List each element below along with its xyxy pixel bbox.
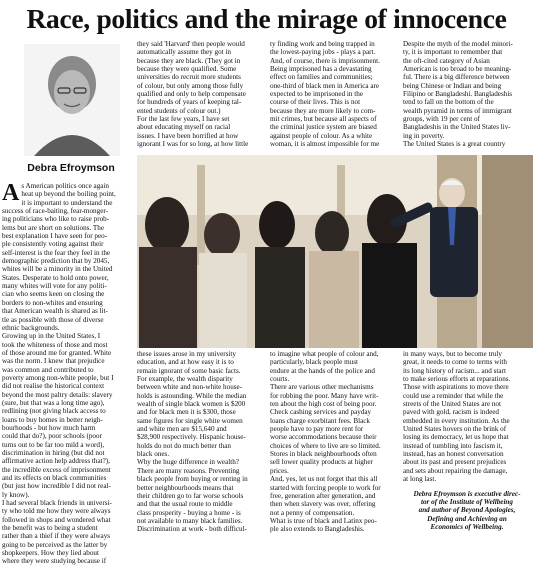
- text-line: they said 'Harvard' then people would: [137, 40, 245, 48]
- text-line: the benefit was to being a student: [2, 524, 98, 533]
- text-line: then when slavery was over, offering: [270, 500, 376, 509]
- text-line: for robbing the poor. Many have writ-: [270, 391, 379, 400]
- text-line: going to be perceived as the latter by: [2, 540, 108, 549]
- news-photo: [137, 155, 533, 348]
- text-line: sell lower quality products at higher: [270, 458, 373, 467]
- text-line: There are many reasons. Preventing: [137, 466, 240, 475]
- text-line: holds do not do much better than: [137, 441, 232, 450]
- text-line: in many ways, but to become truly: [403, 350, 502, 358]
- column-3-bottom: [270, 350, 398, 534]
- text-line: and for black men it is $300, those: [137, 408, 236, 417]
- text-line: people have to pay more rent for: [270, 425, 364, 434]
- text-line: could that do?), poor schools (poor: [2, 432, 102, 441]
- text-line: automatically assume they got in: [137, 48, 231, 57]
- text-line: of those around me for granted. White: [2, 348, 112, 357]
- text-line: discrimination in hiring (but did not: [2, 449, 105, 457]
- text-line: expected to be imprisoned in the: [270, 90, 363, 99]
- text-line: the lowest-paying jobs - plays a part.: [270, 48, 376, 57]
- text-line: and author of Beyond Apologies,: [418, 506, 516, 515]
- text-line: choices of where to live are so limited.: [270, 441, 381, 450]
- byline: Debra Efroymson: [27, 162, 115, 174]
- text-line: effect on families and communities;: [270, 73, 373, 82]
- text-line: many whites will vote for any politi-: [2, 282, 107, 291]
- text-line: ple consistently voting against their: [2, 240, 104, 249]
- text-line: United States hovers on the brink of: [403, 425, 507, 434]
- text-line: the criminal justice system are biased: [270, 123, 377, 132]
- text-line: And, of course, there is imprisonment.: [270, 56, 380, 65]
- text-line: class prosperity - buying a home - is: [137, 508, 241, 517]
- text-line: endure at the hands of the police and: [270, 366, 375, 375]
- text-line: Economics of Wellbeing.: [430, 522, 504, 531]
- text-line: poverty among non-white people, but I: [2, 373, 114, 382]
- text-line: ful. There is a big difference between: [403, 73, 510, 82]
- text-line: Defining and Achieving an: [427, 514, 507, 523]
- text-line: Stores in black neighbourhoods often: [270, 450, 377, 459]
- text-line: ignorant I was for so long, at how little: [137, 140, 249, 149]
- text-line: And, yes, let us not forget that this all: [270, 475, 378, 484]
- text-line: that American wealth is shared as lit-: [2, 307, 108, 316]
- text-line: Check cashing services and payday: [270, 408, 372, 417]
- text-line: and that the usual route to middle: [137, 500, 233, 509]
- column-2-bottom: [137, 350, 265, 534]
- text-line: and its effects on black communities: [2, 474, 107, 483]
- text-line: streets of the United States are not: [403, 400, 501, 409]
- text-line: ethnic backgrounds.: [2, 323, 60, 332]
- text-line: same figures for single white women: [137, 416, 243, 425]
- dropcap: A: [2, 180, 20, 206]
- column-1-text: [2, 182, 132, 566]
- text-line: Debra Efroymson is executive direc-: [413, 489, 521, 498]
- text-line: Being imprisoned has a devastating: [270, 65, 372, 74]
- text-line: to imagine what people of colour and,: [270, 350, 379, 358]
- text-line: Bangladeshis in the United States liv-: [403, 123, 511, 132]
- text-line: bourhoods - but how much harm: [2, 423, 96, 432]
- text-line: followed in shops and wondered what: [2, 515, 111, 524]
- text-line: woman, it is almost impossible for me: [270, 140, 380, 149]
- text-line: remain ignorant of some basic facts.: [137, 366, 241, 375]
- column-3-bottom-text: [270, 350, 398, 534]
- text-line: shopkeepers. How they lied about: [2, 549, 99, 558]
- text-line: universities do recruit more students: [137, 73, 241, 82]
- text-line: the oft-cited category of Asian: [403, 56, 490, 65]
- text-line: better neighbourhoods means that: [137, 483, 234, 492]
- text-line: ty who told me how they were always: [2, 507, 111, 516]
- text-line: wealth of single black women is $200: [137, 400, 246, 409]
- column-1: [2, 180, 132, 566]
- text-line: education, and at how easy it is to: [137, 358, 234, 367]
- text-line: best explanation I have seen for peo-: [2, 232, 108, 241]
- text-line: started with forcing people to work for: [270, 483, 381, 492]
- text-line: s American politics once again: [21, 182, 109, 190]
- text-line: borders to non-whites and ensuring: [2, 298, 103, 307]
- text-line: beyond the most paltry details: slavery: [2, 390, 113, 399]
- text-line: was the norm. I knew that prejudice: [2, 357, 105, 366]
- news-photo-speaker-at-podium-icon: [137, 155, 533, 348]
- text-line: success of race-baiting, fear-monger-: [2, 207, 108, 216]
- text-line: loans charge exorbitant fees. Black: [270, 416, 370, 425]
- text-line: not available to many black families.: [137, 516, 243, 525]
- text-line: The United States is a great country: [403, 140, 506, 149]
- text-line: $28,900 respectively. Hispanic house-: [137, 433, 246, 442]
- text-line: cian who seems keen on closing the: [2, 290, 105, 299]
- text-line: Filipino or Bangladeshi. Bangladeshis: [403, 90, 513, 99]
- column-4-top: [403, 40, 531, 154]
- text-line: tend to fall on the bottom of the: [403, 98, 494, 107]
- column-3-top-text: [270, 40, 398, 148]
- text-line: ly know).: [2, 490, 30, 499]
- text-line: issues. I have been horrified at how: [137, 131, 239, 140]
- text-line: Despite the myth of the model minori-: [403, 40, 513, 48]
- text-line: tle as possible with those of diverse: [2, 315, 104, 324]
- text-line: Those with aspirations to move there: [403, 383, 509, 392]
- text-line: particularly, black people must: [270, 358, 358, 367]
- text-line: For the last few years, I have set: [137, 115, 230, 124]
- text-line: worse accommodations because their: [270, 433, 377, 442]
- column-2-top-text: [137, 40, 265, 148]
- text-line: States. Desperate to hold onto power,: [2, 273, 109, 282]
- text-line: the incredible excess of imprisonment: [2, 465, 111, 474]
- text-line: ing politicians who like to raise prob-: [2, 215, 110, 224]
- text-line: losing its democracy, let us hope that: [403, 433, 509, 442]
- text-line: turns out to be far too mild a word),: [2, 440, 105, 449]
- text-line: courts.: [270, 375, 290, 384]
- text-line: qualified and only to help compensate: [137, 90, 246, 99]
- text-line: and white men are $15,640 and: [137, 425, 227, 434]
- text-line: redlining (not giving black access to: [2, 407, 106, 416]
- text-line: against people of colour. As a white: [270, 131, 373, 140]
- text-line: affirmative action help address that?),: [2, 457, 110, 466]
- text-line: There are various other mechanisms: [270, 383, 374, 392]
- text-line: mit crimes, but because all aspects of: [270, 115, 377, 124]
- text-line: between white and non-white house-: [137, 383, 243, 392]
- text-line: one-third of black men in America are: [270, 81, 380, 90]
- text-line: ple also extends to Bangladeshis.: [270, 525, 365, 534]
- text-line: For example, the wealth disparity: [137, 375, 233, 384]
- text-line: instead of tumbling into fascism it,: [403, 441, 503, 450]
- text-line: Growing up in the United States, I: [2, 332, 101, 341]
- text-line: and sets about repairing the damage,: [403, 466, 508, 475]
- column-4-bottom: [403, 350, 531, 531]
- text-line: because they are more likely to com-: [270, 106, 376, 115]
- text-line: black people from buying or renting in: [137, 475, 248, 484]
- text-line: tor of the Institute of Wellbeing: [421, 497, 513, 506]
- text-line: holds is astounding. While the median: [137, 391, 247, 400]
- column-4-bottom-text: [403, 350, 531, 484]
- text-line: not a penny of compensation.: [270, 508, 355, 517]
- column-2-top: [137, 40, 265, 154]
- text-line: demographic prediction that by 2045,: [2, 257, 110, 266]
- text-line: embedded in every institution. As the: [403, 416, 510, 425]
- text-line: prices.: [270, 466, 289, 475]
- text-line: Why the huge difference in wealth?: [137, 458, 239, 467]
- column-3-top: [270, 40, 398, 154]
- text-line: (but just how incredible I did not real-: [2, 482, 111, 491]
- text-line: heat up beyond the boiling point,: [21, 190, 116, 199]
- text-line: it is important to understand the: [21, 198, 113, 207]
- text-line: (sure, but that was a long time ago),: [2, 398, 105, 407]
- column-4-top-text: [403, 40, 531, 148]
- text-line: because they were qualified. Some: [137, 65, 237, 74]
- text-line: at long last.: [403, 475, 437, 484]
- text-line: to make serious efforts at reparations.: [403, 375, 511, 384]
- text-line: free, generation after generation, and: [270, 491, 376, 500]
- text-line: ten about the high cost of being poor.: [270, 400, 377, 409]
- text-line: where they were studying because if: [2, 557, 107, 566]
- text-line: What is true of black and Latinx peo-: [270, 516, 377, 525]
- text-line: ty, it is important to remember that: [403, 48, 503, 57]
- text-line: rather than a thief if they were always: [2, 532, 111, 541]
- text-line: American is too broad to be meaning-: [403, 65, 512, 74]
- text-line: course of their lives. This is not: [270, 98, 361, 107]
- text-line: lems but are short on solutions. The: [2, 223, 105, 232]
- text-line: ty finding work and being trapped in: [270, 40, 375, 48]
- text-line: whites will be a minority in the United: [2, 265, 113, 274]
- text-line: about its past and present prejudices: [403, 458, 507, 467]
- headline: Race, politics and the mirage of innocence: [26, 3, 507, 34]
- text-line: took the whiteness of those and most: [2, 340, 108, 349]
- text-line: was common and contributed to: [2, 365, 94, 374]
- text-line: instead, has an honest conversation: [403, 450, 504, 459]
- text-line: I had several black friends in universi-: [2, 499, 112, 508]
- text-line: could use a reminder that while the: [403, 391, 504, 400]
- text-line: for hundreds of years of keeping tal-: [137, 98, 242, 107]
- author-portrait-icon: [24, 44, 120, 156]
- text-line: because they are black. (They got in: [137, 56, 241, 65]
- text-line: ing in poverty.: [403, 131, 445, 140]
- text-line: great, it needs to come to terms with: [403, 358, 507, 367]
- text-line: its long history of racism... and start: [403, 366, 506, 375]
- text-line: their children go to far worse schools: [137, 491, 244, 500]
- author-bio: [403, 490, 531, 532]
- text-line: ented students of colour out.): [137, 106, 221, 115]
- text-line: black ones.: [137, 450, 170, 459]
- text-line: being Chinese or Indian and being: [403, 81, 502, 90]
- text-line: self-interest is the fear they feel in the: [2, 248, 111, 257]
- text-line: paved with gold, racism is indeed: [403, 408, 499, 417]
- author-portrait: [24, 44, 120, 156]
- text-line: about educating myself on racial: [137, 123, 231, 132]
- text-line: of colour, but only among those fully: [137, 81, 244, 90]
- text-line: loans to buy homes in better neigh-: [2, 415, 103, 424]
- column-2-bottom-text: [137, 350, 265, 534]
- text-line: these issues arose in my university: [137, 350, 236, 358]
- text-line: Discrimination at work - both difficul-: [137, 525, 247, 534]
- text-line: wealth pyramid in terms of immigrant: [403, 106, 512, 115]
- text-line: did not realise the historical context: [2, 382, 105, 391]
- text-line: groups, with 19 per cent of: [403, 115, 480, 124]
